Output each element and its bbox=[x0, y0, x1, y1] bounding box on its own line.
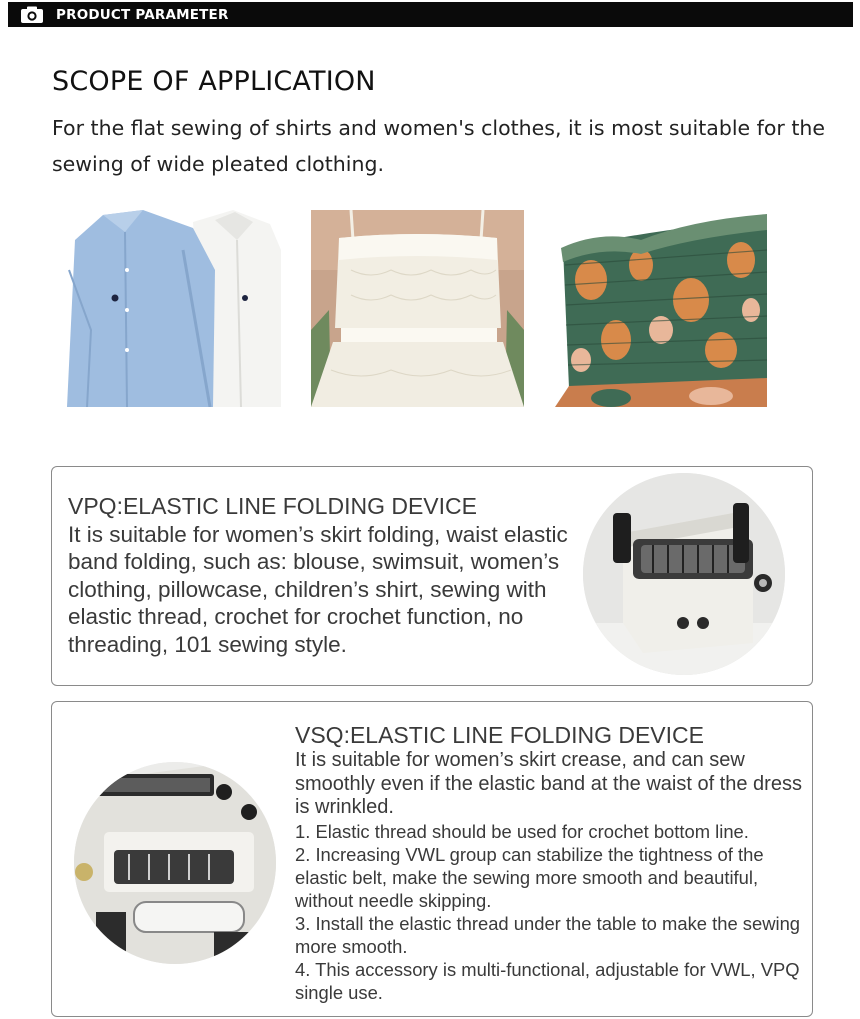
vsq-device-card bbox=[51, 701, 813, 1017]
vpq-text-block bbox=[68, 493, 578, 658]
vpq-device-photo bbox=[583, 473, 785, 675]
smocked-top-photo bbox=[541, 210, 768, 407]
scope-description: For the flat sewing of shirts and women's clothes, it is most suitable for the sewing of wide pleated clothing. bbox=[52, 116, 826, 176]
lace-dress-photo bbox=[311, 210, 524, 407]
vsq-title: VSQ:ELASTIC LINE FOLDING DEVICE bbox=[295, 722, 704, 748]
vsq-intro: It is suitable for women’s skirt crease, and can sew smoothly even if the elastic band at the waist of the dress is wrinkled. bbox=[295, 749, 802, 818]
shirts-photo bbox=[65, 210, 281, 407]
vpq-description: It is suitable for women’s skirt folding, waist elastic band folding, such as: blouse, swimsuit, women’s clothing, pillowcase, children’s shirt, sewing with elastic thread, crochet for crochet function, no threading, 101 sewing style. bbox=[68, 521, 568, 657]
vpq-title: VPQ:ELASTIC LINE FOLDING DEVICE bbox=[68, 493, 477, 519]
scope-title: SCOPE OF APPLICATION bbox=[52, 66, 376, 97]
vsq-list-item: 1. Elastic thread should be used for crochet bottom line. bbox=[295, 820, 749, 842]
vsq-list-item: 2. Increasing VWL group can stabilize the tightness of the elastic belt, make the sewing more smooth and beautiful, without needle skipping. bbox=[295, 843, 764, 911]
vsq-list-item: 4. This accessory is multi-functional, adjustable for VWL, VPQ single use. bbox=[295, 958, 800, 1003]
section-header-title: PRODUCT PARAMETER bbox=[56, 6, 229, 23]
section-header-bar bbox=[8, 2, 853, 27]
vsq-text-block bbox=[295, 722, 805, 1004]
vpq-device-card bbox=[51, 466, 813, 686]
vsq-list-item: 3. Install the elastic thread under the table to make the sewing more smooth. bbox=[295, 912, 801, 957]
camera-icon bbox=[20, 6, 44, 24]
vsq-device-photo bbox=[74, 762, 276, 964]
